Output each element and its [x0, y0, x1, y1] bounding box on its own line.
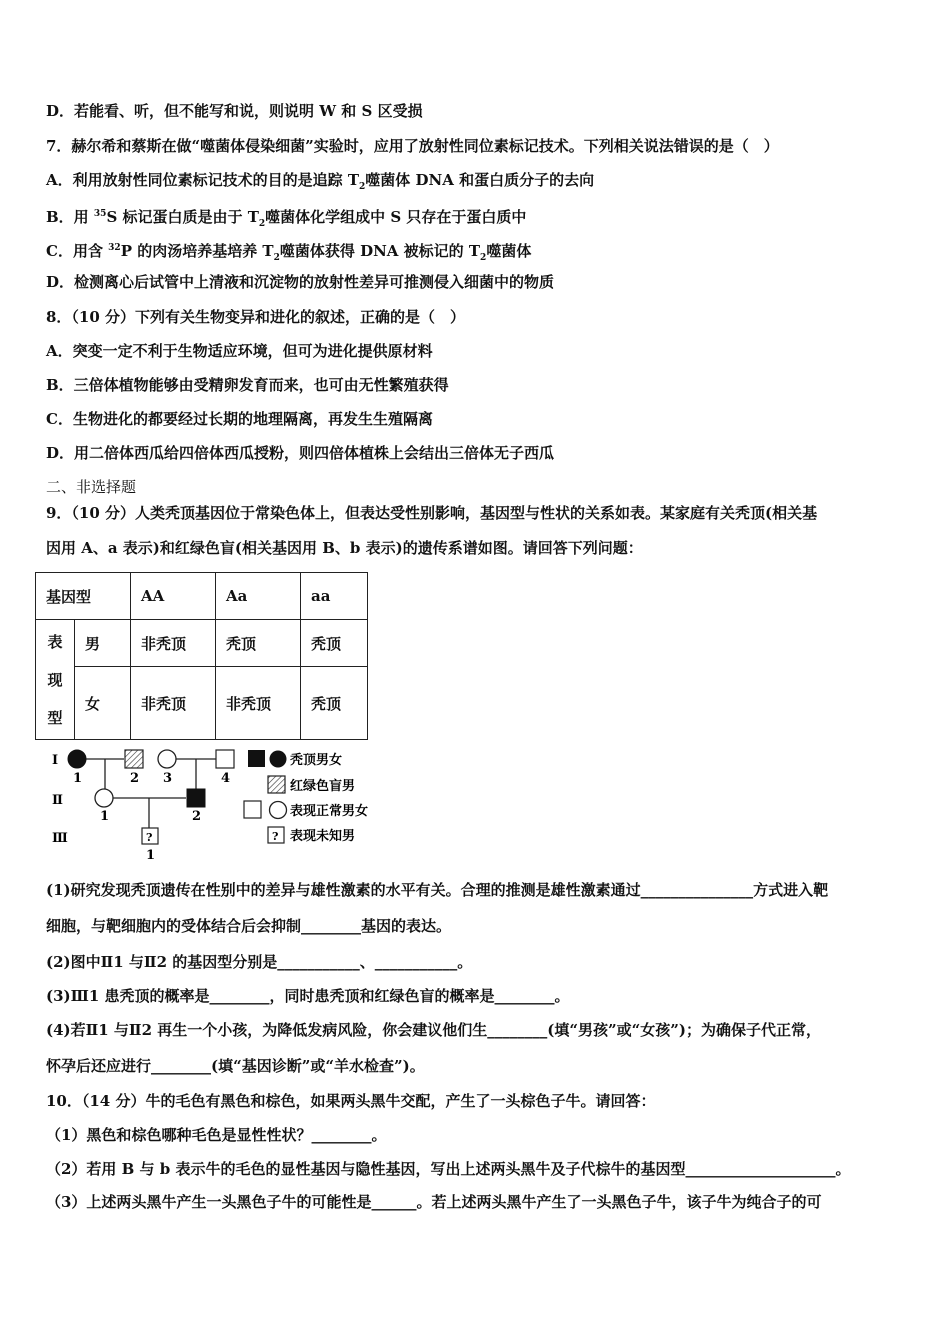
- table-cell: 非秃顶: [131, 620, 216, 667]
- q7-option-c: [46, 238, 531, 268]
- legend-label: 秃顶男女: [290, 753, 343, 768]
- q9-part1-line2: 细胞，与靶细胞内的受体结合后会抑制________基因的表达。: [46, 917, 452, 935]
- label-char: 现: [47, 670, 63, 689]
- q9-part4-line2: 怀孕后还应进行________(填“基因诊断”或“羊水检查”)。: [46, 1057, 425, 1075]
- table-header-cell: 基因型: [36, 573, 131, 620]
- label-char: 型: [47, 708, 63, 727]
- subscript: 2: [258, 219, 266, 229]
- q8-option-a: A．突变一定不利于生物适应环境，但可为进化提供原材料: [46, 342, 433, 360]
- legend-normal-female-symbol: [270, 802, 287, 819]
- q10-stem: 10．（14 分）牛的毛色有黑色和棕色，如果两头黑牛交配，产生了一头棕色子牛。请回答：: [46, 1092, 656, 1110]
- text: 噬菌体获得 DNA 被标记的 T: [279, 242, 481, 260]
- subscript: 2: [480, 253, 487, 263]
- unknown-mark: ?: [146, 831, 153, 844]
- table-cell: 秃顶: [216, 620, 301, 667]
- text: 噬菌体 DNA 和蛋白质分子的去向: [365, 171, 595, 189]
- bald-male-symbol: [187, 789, 205, 807]
- q9-stem-line1: 9．（10 分）人类秃顶基因位于常染色体上，但表达受性别影响，基因型与性状的关系如表。某家庭有关秃顶(相关基: [46, 504, 818, 522]
- table-header-cell: AA: [131, 573, 216, 620]
- label-char: 表: [47, 632, 63, 651]
- table-cell: 秃顶: [301, 667, 368, 740]
- superscript: 35: [93, 209, 107, 219]
- q7-option-d: D．检测离心后试管中上清液和沉淀物的放射性差异可推测侵入细菌中的物质: [46, 273, 555, 291]
- text: A．利用放射性同位素标记技术的目的是追踪 T: [46, 171, 360, 189]
- individual-number: 2: [130, 771, 140, 786]
- text: 噬菌体化学组成中 S 只存在于蛋白质中: [265, 208, 527, 226]
- table-header-cell: aa: [301, 573, 368, 620]
- table-cell: 秃顶: [301, 620, 368, 667]
- colorblind-male-symbol: [125, 750, 143, 768]
- q10-part1: （1）黑色和棕色哪种毛色是显性性状？________。: [46, 1126, 387, 1144]
- table-cell: 非秃顶: [131, 667, 216, 740]
- q9-stem-line2: 因用 A、a 表示)和红绿色盲(相关基因用 B、b 表示)的遗传系谱如图。请回答下列问题：: [46, 539, 643, 557]
- q7-option-b: [46, 204, 526, 234]
- q9-part4-line1: (4)若Ⅱ1 与Ⅱ2 再生一个小孩，为降低发病风险，你会建议他们生________(填“男孩”或“女孩”)；为确保子代正常，: [46, 1021, 821, 1039]
- generation-label: Ⅱ: [52, 793, 63, 808]
- individual-number: 2: [192, 809, 202, 824]
- legend-normal-male-symbol: [244, 801, 261, 818]
- table-row: [36, 573, 368, 620]
- legend-label: 表现未知男: [290, 829, 356, 844]
- legend-label: 红绿色盲男: [290, 779, 356, 794]
- text: S 标记蛋白质是由于 T: [106, 208, 259, 226]
- normal-female-symbol: [95, 789, 113, 807]
- subscript: 2: [359, 182, 366, 192]
- legend-label: 表现正常男女: [290, 804, 369, 819]
- legend-bald-female-symbol: [270, 751, 287, 768]
- text: C．用含: [46, 242, 109, 260]
- text: B．用: [46, 208, 94, 226]
- generation-label: Ⅰ: [52, 753, 59, 768]
- q6-option-d: D．若能看、听，但不能写和说，则说明 W 和 S 区受损: [46, 102, 423, 120]
- normal-female-symbol: [158, 750, 176, 768]
- q9-part1-line1: (1)研究发现秃顶遗传在性别中的差异与雄性激素的水平有关。合理的推测是雄性激素通过_______________方式进入靶: [46, 881, 829, 899]
- q8-option-d: D．用二倍体西瓜给四倍体西瓜授粉，则四倍体植株上会结出三倍体无子西瓜: [46, 444, 555, 462]
- superscript: 32: [108, 243, 121, 253]
- q9-part2: (2)图中Ⅱ1 与Ⅱ2 的基因型分别是___________、___________。: [46, 953, 473, 971]
- text: P 的肉汤培养基培养 T: [120, 242, 274, 260]
- individual-number: 4: [221, 771, 231, 786]
- genotype-table: [35, 572, 368, 740]
- generation-label: Ⅲ: [52, 831, 68, 846]
- table-row: [36, 620, 368, 667]
- q9-part3: (3)Ⅲ1 患秃顶的概率是________，同时患秃顶和红绿色盲的概率是________。: [46, 987, 570, 1005]
- individual-number: 1: [73, 771, 83, 786]
- q10-part2: （2）若用 B 与 b 表示牛的毛色的显性基因与隐性基因，写出上述两头黑牛及子代棕牛的基因型____________________。: [46, 1160, 851, 1178]
- phenotype-label: [36, 620, 75, 740]
- section-heading: 二、非选择题: [46, 478, 137, 496]
- bald-female-symbol: [68, 750, 86, 768]
- q7-option-a: [46, 170, 594, 197]
- individual-number: 1: [146, 848, 156, 863]
- legend-bald-male-symbol: [248, 750, 265, 767]
- text: 噬菌体: [486, 242, 532, 260]
- q10-part3: （3）上述两头黑牛产生一头黑色子牛的可能性是______。若上述两头黑牛产生了一头黑色子牛，该子牛为纯合子的可: [46, 1193, 822, 1211]
- legend-unknown-mark: ?: [272, 830, 279, 843]
- q8-stem: 8．（10 分）下列有关生物变异和进化的叙述，正确的是（ ）: [46, 308, 466, 326]
- individual-number: 1: [100, 809, 110, 824]
- q7-stem: 7．赫尔希和蔡斯在做“噬菌体侵染细菌”实验时，应用了放射性同位素标记技术。下列相关说法错误的是（ ）: [46, 137, 779, 155]
- individual-number: 3: [163, 771, 173, 786]
- legend-colorblind-male-symbol: [268, 776, 285, 793]
- normal-male-symbol: [216, 750, 234, 768]
- table-cell: 女: [75, 667, 131, 740]
- q8-option-b: B．三倍体植物能够由受精卵发育而来，也可由无性繁殖获得: [46, 376, 449, 394]
- table-cell: 非秃顶: [216, 667, 301, 740]
- table-row: [36, 667, 368, 740]
- q8-option-c: C．生物进化的都要经过长期的地理隔离，再发生生殖隔离: [46, 410, 433, 428]
- table-header-cell: Aa: [216, 573, 301, 620]
- table-cell: 男: [75, 620, 131, 667]
- subscript: 2: [273, 253, 280, 263]
- pedigree-chart: [38, 742, 398, 864]
